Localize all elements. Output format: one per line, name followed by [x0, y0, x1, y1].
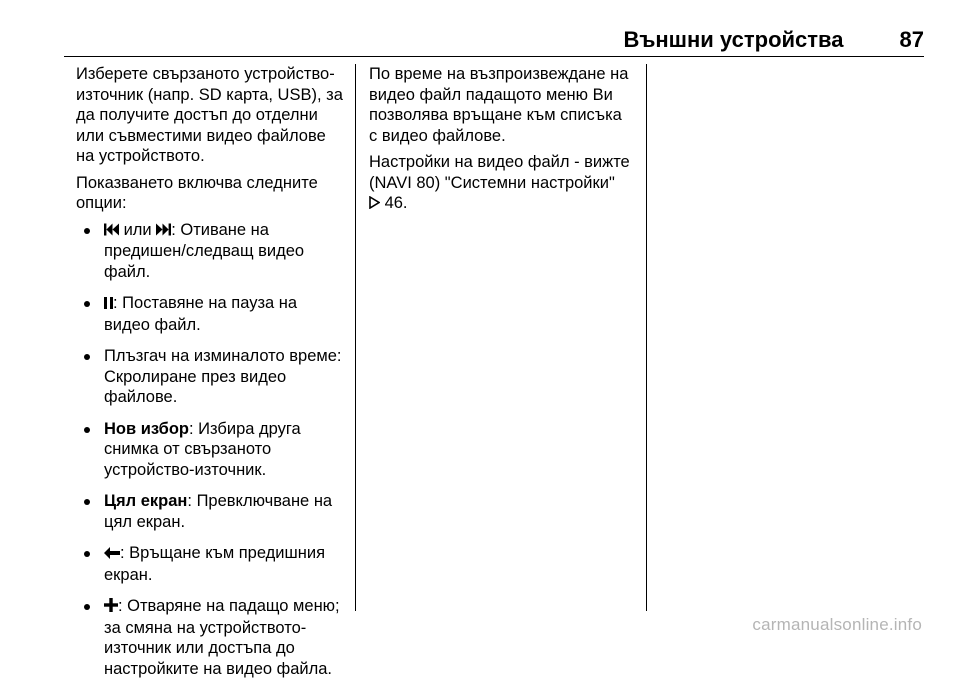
options-lead: Показването включва следните опции: [76, 173, 318, 212]
item-text: : Отваряне на падащо меню; за смяна на устройството-източник или достъпа до настройките на видео файла. [104, 597, 340, 678]
list-item [76, 419, 346, 481]
watermark: carmanualsonline.info [752, 615, 922, 634]
settings-reference-text: Настройки на видео файл - вижте (NAVI 80) "Системни настройки" [369, 153, 630, 192]
item-text: : Превключване на цял екран. [104, 492, 333, 531]
bullet-dot [84, 499, 90, 505]
bullet-dot [84, 551, 90, 557]
pause-icon [104, 294, 113, 315]
intro-paragraph: Изберете свързаното устройство-източник (напр. SD карта, USB), за да получите достъп до отделни или съвместими видео файлове на устройството. [76, 65, 343, 165]
list-item [76, 491, 346, 532]
item-text: : Поставяне на пауза на видео файл. [104, 294, 298, 334]
bullet-dot [84, 301, 90, 307]
column-divider-left [355, 64, 356, 611]
settings-reference [369, 152, 634, 215]
skip-next-icon [156, 221, 171, 242]
bullet-dot [84, 228, 90, 234]
list-item [76, 293, 346, 335]
right-column [369, 64, 634, 221]
item-text: : Връщане към предишния екран. [104, 544, 326, 584]
reference-page: 46. [380, 194, 408, 212]
back-arrow-icon [104, 544, 120, 565]
bullet-dot [84, 354, 90, 360]
page-title: Външни устройства [623, 27, 844, 52]
item-text: : Отиване на предишен/следващ видео файл. [104, 220, 305, 281]
list-item [76, 596, 346, 679]
item-bold-label: Нов избор [104, 419, 190, 438]
item-bold-label: Цял екран [104, 492, 188, 510]
column-divider-right [646, 64, 647, 611]
bullet-dot [84, 427, 90, 433]
bullet-dot [84, 604, 90, 610]
page-header [623, 26, 924, 54]
list-item [76, 346, 346, 408]
skip-previous-icon [104, 221, 119, 242]
item-text: Плъзгач на изминалото време: Скролиране през видео файлове. [104, 347, 342, 406]
page-reference-icon [369, 194, 380, 215]
dropdown-note: По време на възпроизвеждане на видео файл падащото меню Ви позволява връщане към списъка с видео файлове. [369, 65, 629, 145]
header-rule [64, 56, 924, 57]
page-number: 87 [899, 27, 924, 52]
options-list [76, 220, 346, 680]
list-item [76, 220, 346, 283]
item-text: : Избира друга снимка от свързаното устройство-източник. [104, 419, 301, 479]
left-column [76, 64, 346, 690]
list-item [76, 543, 346, 585]
plus-icon [104, 597, 118, 618]
item-connector: или [119, 220, 157, 239]
